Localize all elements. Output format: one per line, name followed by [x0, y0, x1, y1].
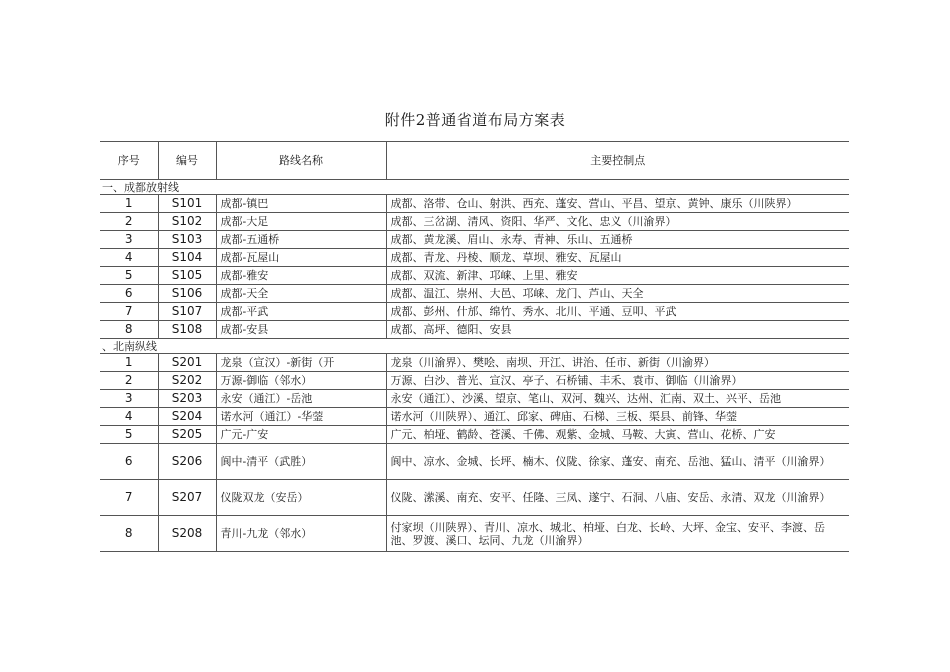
- table-row: [100, 321, 849, 339]
- cell-route-name: 仪陇双龙（安岳）: [216, 480, 386, 516]
- table-row: [100, 480, 849, 516]
- cell-no: 1: [100, 354, 158, 372]
- cell-control-points: 成都、彭州、什邡、绵竹、秀水、北川、平通、豆叩、平武: [386, 303, 849, 321]
- cell-code: S101: [158, 195, 216, 213]
- table-body: [100, 180, 849, 552]
- cell-control-points: 阆中、凉水、金城、长坪、楠木、仪陇、徐家、蓬安、南充、岳池、猛山、清平（川渝界）: [386, 444, 849, 480]
- cell-control-points: 永安（通江）、沙溪、望京、笔山、双河、魏兴、达州、汇南、双土、兴平、岳池: [386, 390, 849, 408]
- table-row: [100, 213, 849, 231]
- section-label: 、北南纵线: [100, 339, 849, 354]
- section-label: 一、成都放射线: [100, 180, 849, 195]
- cell-route-name: 广元-广安: [216, 426, 386, 444]
- cell-no: 8: [100, 516, 158, 552]
- cell-control-points: 万源、白沙、普光、宣汉、亭子、石桥铺、丰禾、袁市、御临（川渝界）: [386, 372, 849, 390]
- cell-route-name: 成都-瓦屋山: [216, 249, 386, 267]
- table-row: [100, 285, 849, 303]
- cell-route-name: 阆中-清平（武胜）: [216, 444, 386, 480]
- cell-no: 5: [100, 267, 158, 285]
- cell-code: S205: [158, 426, 216, 444]
- cell-control-points: 成都、双流、新津、邛崃、上里、雅安: [386, 267, 849, 285]
- table-row: [100, 408, 849, 426]
- cell-code: S203: [158, 390, 216, 408]
- header-points: 主要控制点: [386, 142, 849, 180]
- table-row: [100, 249, 849, 267]
- cell-route-name: 诺水河（通江）-华蓥: [216, 408, 386, 426]
- cell-no: 1: [100, 195, 158, 213]
- table-row: [100, 267, 849, 285]
- cell-no: 6: [100, 285, 158, 303]
- route-table: [100, 141, 849, 552]
- cell-route-name: 成都-大足: [216, 213, 386, 231]
- cell-code: S202: [158, 372, 216, 390]
- table-row: [100, 390, 849, 408]
- cell-route-name: 成都-平武: [216, 303, 386, 321]
- table-row: [100, 426, 849, 444]
- cell-control-points: 成都、洛带、仓山、射洪、西充、蓬安、营山、平昌、望京、黄钟、康乐（川陕界）: [386, 195, 849, 213]
- table-row: [100, 372, 849, 390]
- table-header-row: [100, 142, 849, 180]
- cell-code: S106: [158, 285, 216, 303]
- cell-control-points: 广元、柏垭、鹤龄、苍溪、千佛、观紫、金城、马鞍、大寅、营山、花桥、广安: [386, 426, 849, 444]
- cell-route-name: 成都-五通桥: [216, 231, 386, 249]
- table-row: [100, 231, 849, 249]
- cell-no: 4: [100, 408, 158, 426]
- cell-no: 7: [100, 480, 158, 516]
- cell-route-name: 成都-安县: [216, 321, 386, 339]
- cell-control-points: 诺水河（川陕界）、通江、邱家、碑庙、石梯、三板、渠县、前锋、华蓥: [386, 408, 849, 426]
- cell-route-name: 永安（通江）-岳池: [216, 390, 386, 408]
- section-row: [100, 339, 849, 354]
- cell-code: S201: [158, 354, 216, 372]
- cell-no: 3: [100, 390, 158, 408]
- cell-no: 8: [100, 321, 158, 339]
- document-title: 附件2普通省道布局方案表: [384, 111, 566, 129]
- cell-no: 3: [100, 231, 158, 249]
- cell-code: S107: [158, 303, 216, 321]
- header-code: 编号: [158, 142, 216, 180]
- cell-code: S103: [158, 231, 216, 249]
- cell-route-name: 成都-镇巴: [216, 195, 386, 213]
- cell-control-points: 成都、黄龙溪、眉山、永寿、青神、乐山、五通桥: [386, 231, 849, 249]
- table-row: [100, 516, 849, 552]
- cell-code: S206: [158, 444, 216, 480]
- cell-control-points: 付家坝（川陕界）、青川、凉水、城北、柏垭、白龙、长岭、大坪、金宝、安平、李渡、岳池、罗渡、溪口、坛同、九龙（川渝界）: [386, 516, 849, 552]
- table-row: [100, 444, 849, 480]
- cell-route-name: 成都-天全: [216, 285, 386, 303]
- cell-no: 6: [100, 444, 158, 480]
- cell-no: 2: [100, 372, 158, 390]
- cell-control-points: 仪陇、潆溪、南充、安平、任隆、三凤、遂宁、石洞、八庙、安岳、永清、双龙（川渝界）: [386, 480, 849, 516]
- cell-control-points: 成都、三岔湖、清风、资阳、华严、文化、忠义（川渝界）: [386, 213, 849, 231]
- cell-code: S204: [158, 408, 216, 426]
- cell-no: 7: [100, 303, 158, 321]
- cell-route-name: 龙泉（宣汉）-新街（开: [216, 354, 386, 372]
- cell-no: 4: [100, 249, 158, 267]
- table-row: [100, 303, 849, 321]
- cell-code: S105: [158, 267, 216, 285]
- header-no: 序号: [100, 142, 158, 180]
- cell-control-points: 成都、温江、崇州、大邑、邛崃、龙门、芦山、天全: [386, 285, 849, 303]
- header-name: 路线名称: [216, 142, 386, 180]
- section-row: [100, 180, 849, 195]
- cell-route-name: 成都-雅安: [216, 267, 386, 285]
- cell-control-points: 成都、青龙、丹棱、顺龙、草坝、雅安、瓦屋山: [386, 249, 849, 267]
- cell-no: 5: [100, 426, 158, 444]
- table-row: [100, 354, 849, 372]
- cell-code: S102: [158, 213, 216, 231]
- cell-code: S208: [158, 516, 216, 552]
- cell-control-points: 成都、高坪、德阳、安县: [386, 321, 849, 339]
- cell-control-points: 龙泉（川渝界）、樊哙、南坝、开江、讲治、任市、新街（川渝界）: [386, 354, 849, 372]
- cell-code: S207: [158, 480, 216, 516]
- cell-route-name: 青川-九龙（邻水）: [216, 516, 386, 552]
- table-row: [100, 195, 849, 213]
- cell-code: S108: [158, 321, 216, 339]
- cell-code: S104: [158, 249, 216, 267]
- cell-route-name: 万源-御临（邻水）: [216, 372, 386, 390]
- cell-no: 2: [100, 213, 158, 231]
